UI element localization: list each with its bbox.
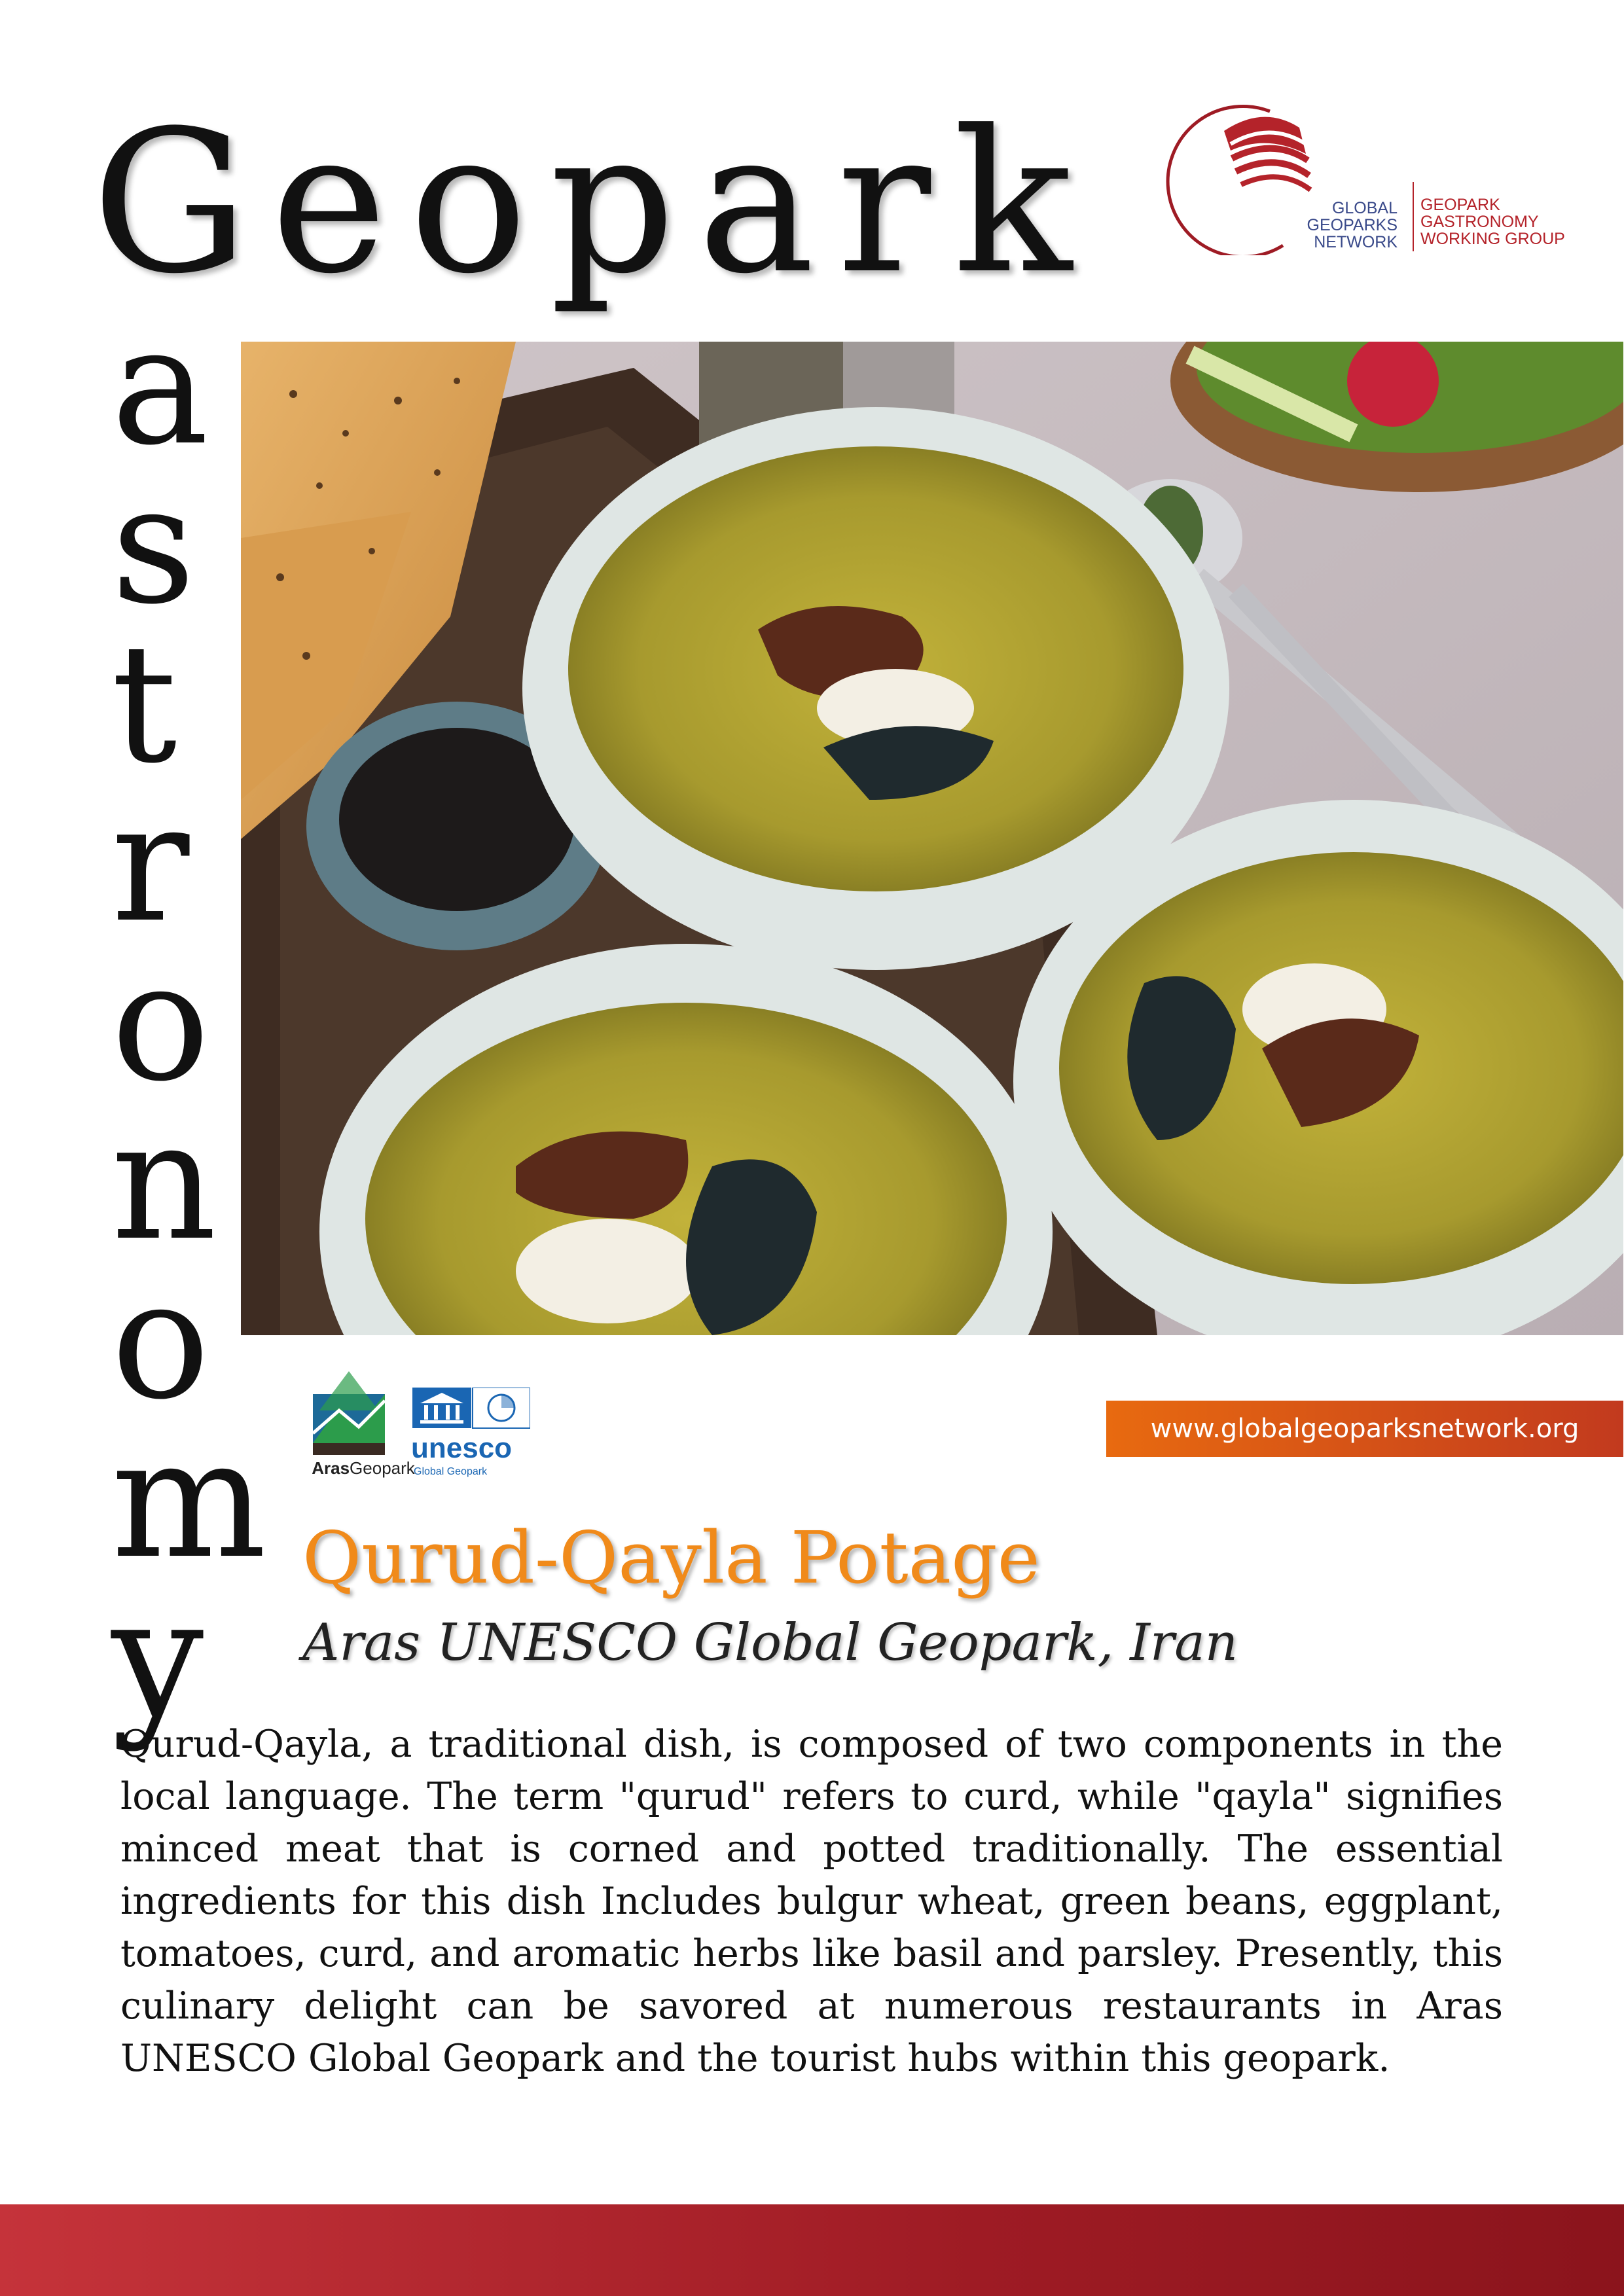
wg-line: GASTRONOMY	[1420, 213, 1539, 231]
vertical-letter: s	[111, 450, 196, 640]
aras-geopark-label	[301, 1458, 425, 1479]
website-link[interactable]: www.globalgeoparksnetwork.org	[1106, 1401, 1623, 1457]
wg-line: GEOPARK	[1420, 196, 1500, 214]
working-group-name	[1420, 196, 1571, 247]
aras-label-light: Geopark	[350, 1458, 415, 1478]
logo-divider	[1413, 182, 1414, 251]
dish-location: Aras UNESCO Global Geopark, Iran	[302, 1613, 1238, 1672]
aras-geopark-emblem-icon	[313, 1371, 411, 1456]
aras-label-bold: Aras	[312, 1458, 350, 1478]
unesco-temple-icon	[412, 1388, 530, 1433]
potage-photo-image	[241, 342, 1623, 1335]
vertical-letter: a	[111, 291, 209, 481]
vertical-letter: o	[111, 1245, 210, 1435]
heading-geopark: Geopark	[92, 88, 1094, 317]
ggn-line: GEOPARKS	[1307, 216, 1398, 234]
food-photo	[241, 342, 1623, 1335]
vertical-letter: m	[111, 1404, 267, 1594]
footer-band	[0, 2204, 1624, 2296]
ggn-name	[1280, 200, 1398, 251]
ggn-logo	[1159, 98, 1564, 255]
wg-line: WORKING GROUP	[1420, 230, 1565, 248]
dish-title: Qurud-Qayla Potage	[302, 1516, 1040, 1600]
unesco-wordmark: unesco	[411, 1432, 513, 1464]
vertical-letter: t	[111, 609, 177, 799]
unesco-subtitle: Global Geopark	[414, 1466, 488, 1477]
vertical-letter: o	[111, 927, 210, 1117]
ggn-line: NETWORK	[1314, 233, 1398, 251]
vertical-letter: n	[111, 1086, 217, 1276]
ggn-line: GLOBAL	[1331, 199, 1398, 217]
dish-description: Qurud-Qayla, a traditional dish, is composed of two components in the local language. The term "qurud" refers to curd, while "qayla" signifies minced meat that is corned and potted traditionally. The essential ingredients for this dish Includes bulgur wheat, green beans, eggplant, tomatoes, curd, and aromatic herbs like basil and parsley. Presently, this culinary delight can be savored at numerous restaurants in Aras UNESCO Global Geopark and the tourist hubs within this geopark.	[120, 1723, 1503, 2080]
vertical-letter: y	[111, 1563, 204, 1753]
vertical-letter: r	[111, 768, 190, 958]
